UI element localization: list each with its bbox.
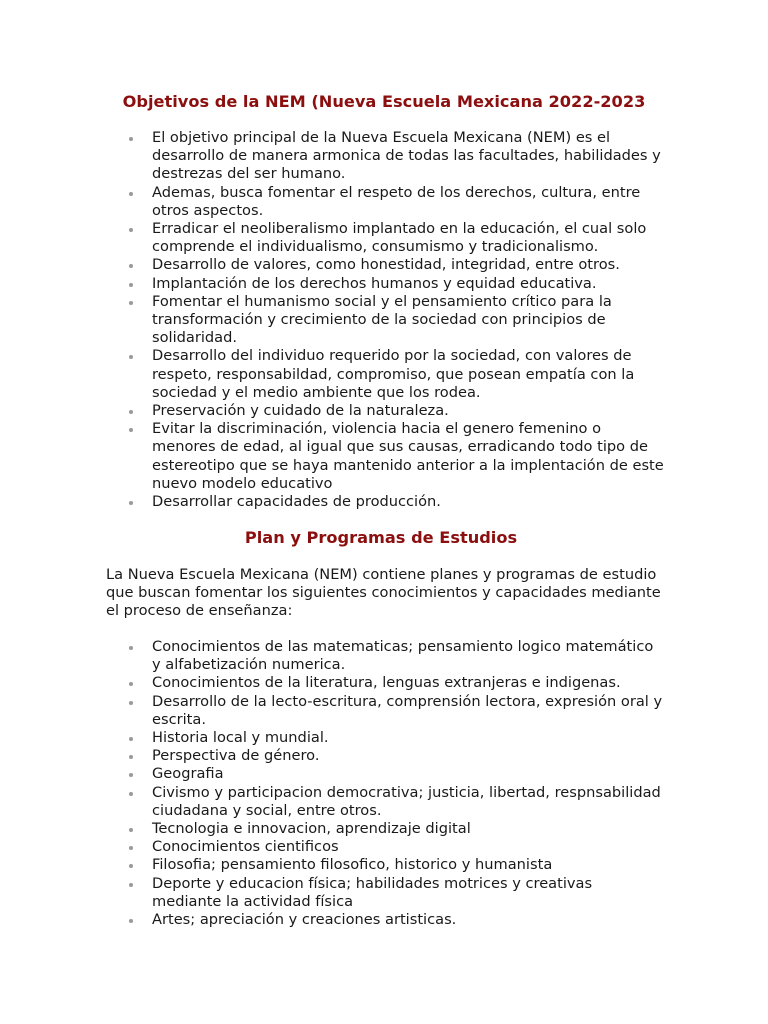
list-item: Tecnologia e innovacion, aprendizaje digital: [106, 820, 666, 838]
list-item: Desarrollo de la lecto-escritura, comprensión lectora, expresión oral y escrita.: [106, 693, 666, 729]
list-item: Perspectiva de género.: [106, 747, 666, 765]
list-item: Conocimientos cientificos: [106, 838, 666, 856]
section-title-plan-programas: Plan y Programas de Estudios: [244, 528, 518, 547]
list-item: Filosofia; pensamiento filosofico, historico y humanista: [106, 856, 666, 874]
list-item: Desarrollo de valores, como honestidad, integridad, entre otros.: [106, 256, 666, 274]
plan-programas-list: [106, 638, 666, 929]
list-item: Preservación y cuidado de la naturaleza.: [106, 402, 666, 420]
list-item: Geografia: [106, 765, 666, 783]
objetivos-list: [106, 129, 666, 511]
list-item: Fomentar el humanismo social y el pensamiento crítico para la transformación y crecimiento de la sociedad con principios de solidaridad.: [106, 293, 666, 348]
section-title-objetivos: Objetivos de la NEM (Nueva Escuela Mexicana 2022-2023: [122, 92, 646, 111]
list-item: Conocimientos de las matematicas; pensamiento logico matemático y alfabetización numerica.: [106, 638, 666, 674]
list-item: Ademas, busca fomentar el respeto de los derechos, cultura, entre otros aspectos.: [106, 184, 666, 220]
list-item: Implantación de los derechos humanos y equidad educativa.: [106, 275, 666, 293]
list-item: Historia local y mundial.: [106, 729, 666, 747]
list-item: El objetivo principal de la Nueva Escuela Mexicana (NEM) es el desarrollo de manera armonica de todas las facultades, habilidades y destrezas del ser humano.: [106, 129, 666, 184]
list-item: Conocimientos de la literatura, lenguas extranjeras e indigenas.: [106, 674, 666, 692]
list-item: Erradicar el neoliberalismo implantado en la educación, el cual solo comprende el individualismo, consumismo y tradicionalismo.: [106, 220, 666, 256]
list-item: Desarrollar capacidades de producción.: [106, 493, 666, 511]
list-item: Civismo y participacion democrativa; justicia, libertad, respnsabilidad ciudadana y social, entre otros.: [106, 784, 666, 820]
intro-paragraph: La Nueva Escuela Mexicana (NEM) contiene planes y programas de estudio que buscan fomentar los siguientes conocimientos y capacidades mediante el proceso de enseñanza:: [106, 566, 661, 620]
list-item: Desarrollo del individuo requerido por la sociedad, con valores de respeto, responsabildad, compromiso, que posean empatía con la sociedad y el medio ambiente que los rodea.: [106, 347, 666, 402]
list-item: Deporte y educacion física; habilidades motrices y creativas mediante la actividad física: [106, 875, 666, 911]
list-item: Evitar la discriminación, violencia hacia el genero femenino o menores de edad, al igual que sus causas, erradicando todo tipo de estereotipo que se haya mantenido anterior a la implentación de este nuevo modelo educativo: [106, 420, 666, 493]
list-item: Artes; apreciación y creaciones artisticas.: [106, 911, 666, 929]
